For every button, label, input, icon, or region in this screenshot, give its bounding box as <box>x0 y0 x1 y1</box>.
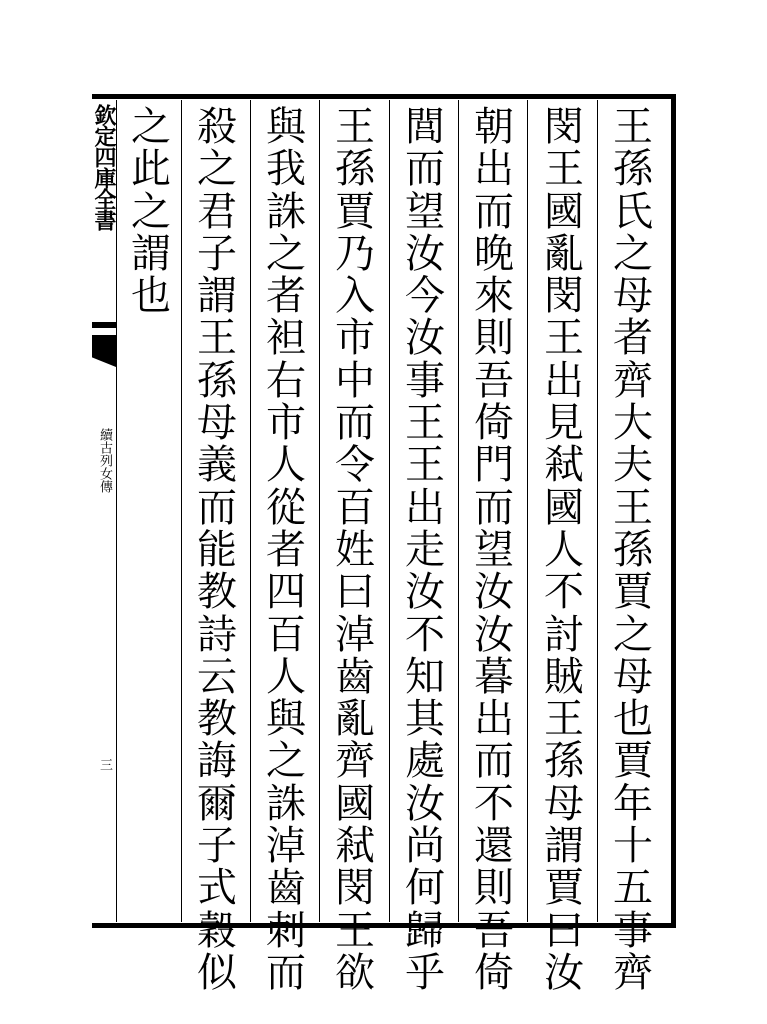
text-glyph: 君 <box>197 188 237 235</box>
text-glyph: 者 <box>613 315 653 362</box>
text-glyph: 孫 <box>613 526 653 573</box>
text-glyph: 與 <box>266 696 306 743</box>
text-glyph: 人 <box>544 526 584 573</box>
text-column-5 <box>326 104 384 996</box>
text-glyph: 者 <box>266 526 306 573</box>
text-glyph: 亂 <box>544 230 584 277</box>
text-glyph: 能 <box>197 526 237 573</box>
text-glyph: 氏 <box>613 188 653 235</box>
text-glyph: 乎 <box>405 949 445 996</box>
text-glyph: 之 <box>131 104 171 150</box>
text-glyph: 之 <box>131 188 171 235</box>
text-glyph: 此 <box>131 146 171 193</box>
column-rule <box>597 100 598 922</box>
text-glyph: 王 <box>544 146 584 193</box>
text-column-2 <box>535 104 593 996</box>
text-glyph: 之 <box>266 230 306 277</box>
text-glyph: 殺 <box>197 104 237 150</box>
text-glyph: 之 <box>613 611 653 658</box>
text-glyph: 王 <box>613 104 653 150</box>
text-glyph: 中 <box>335 357 375 404</box>
text-glyph: 而 <box>197 484 237 531</box>
text-glyph: 出 <box>405 484 445 531</box>
text-column-4 <box>396 104 454 996</box>
text-glyph: 來 <box>474 273 514 320</box>
text-glyph: 亂 <box>335 696 375 743</box>
text-glyph: 母 <box>613 653 653 700</box>
text-glyph: 誨 <box>197 738 237 785</box>
text-glyph: 吾 <box>474 357 514 404</box>
text-glyph: 何 <box>405 865 445 912</box>
text-glyph: 而 <box>335 400 375 447</box>
text-glyph: 齒 <box>335 653 375 700</box>
text-glyph: 還 <box>474 823 514 870</box>
text-glyph: 汝 <box>474 611 514 658</box>
text-glyph: 則 <box>474 865 514 912</box>
text-glyph: 汝 <box>405 315 445 362</box>
text-glyph: 齊 <box>335 738 375 785</box>
text-glyph: 歸 <box>405 907 445 954</box>
text-glyph: 而 <box>405 146 445 193</box>
text-glyph: 袒 <box>266 315 306 362</box>
text-glyph: 朝 <box>474 104 514 150</box>
text-glyph: 賈 <box>544 865 584 912</box>
text-glyph: 汝 <box>405 230 445 277</box>
text-glyph: 倚 <box>474 400 514 447</box>
text-glyph: 與 <box>266 104 306 150</box>
text-glyph: 見 <box>544 400 584 447</box>
text-glyph: 教 <box>197 569 237 616</box>
text-glyph: 百 <box>266 611 306 658</box>
text-glyph: 爾 <box>197 780 237 827</box>
column-rule <box>527 100 528 922</box>
text-glyph: 母 <box>197 400 237 447</box>
text-glyph: 誅 <box>266 780 306 827</box>
text-glyph: 望 <box>405 188 445 235</box>
text-glyph: 謂 <box>131 230 171 277</box>
column-rule <box>250 100 251 922</box>
text-glyph: 王 <box>197 315 237 362</box>
margin-divider <box>92 322 116 328</box>
column-rule <box>319 100 320 922</box>
text-glyph: 大 <box>613 400 653 447</box>
text-glyph: 弒 <box>335 823 375 870</box>
text-glyph: 曰 <box>335 569 375 616</box>
text-glyph: 門 <box>474 442 514 489</box>
text-glyph: 今 <box>405 273 445 320</box>
text-column-7 <box>188 104 246 996</box>
text-glyph: 王 <box>544 315 584 362</box>
margin-book-title: 續古列女傳 <box>97 428 112 493</box>
text-glyph: 之 <box>613 230 653 277</box>
text-glyph: 之 <box>197 146 237 193</box>
text-glyph: 母 <box>544 780 584 827</box>
text-glyph: 人 <box>266 653 306 700</box>
text-glyph: 閔 <box>335 865 375 912</box>
text-glyph: 市 <box>266 400 306 447</box>
text-glyph: 右 <box>266 357 306 404</box>
text-glyph: 齊 <box>613 357 653 404</box>
text-glyph: 國 <box>335 780 375 827</box>
text-glyph: 不 <box>544 569 584 616</box>
text-glyph: 齒 <box>266 865 306 912</box>
text-glyph: 孫 <box>544 738 584 785</box>
text-glyph: 王 <box>335 907 375 954</box>
text-glyph: 而 <box>474 484 514 531</box>
text-glyph: 倚 <box>474 949 514 996</box>
text-glyph: 人 <box>266 442 306 489</box>
text-glyph: 汝 <box>474 569 514 616</box>
text-glyph: 晚 <box>474 230 514 277</box>
text-glyph: 閔 <box>544 273 584 320</box>
text-glyph: 吾 <box>474 907 514 954</box>
text-glyph: 百 <box>335 484 375 531</box>
text-glyph: 入 <box>335 273 375 320</box>
text-glyph: 我 <box>266 146 306 193</box>
text-glyph: 子 <box>197 823 237 870</box>
text-glyph: 云 <box>197 653 237 700</box>
text-glyph: 謂 <box>197 273 237 320</box>
text-glyph: 出 <box>474 696 514 743</box>
text-glyph: 事 <box>405 357 445 404</box>
text-glyph: 齊 <box>613 949 653 996</box>
text-glyph: 教 <box>197 696 237 743</box>
text-column-6 <box>257 104 315 996</box>
text-glyph: 刺 <box>266 907 306 954</box>
text-column-8 <box>122 106 180 918</box>
text-glyph: 賈 <box>613 738 653 785</box>
text-glyph: 母 <box>613 273 653 320</box>
text-glyph: 汝 <box>405 569 445 616</box>
text-glyph: 賈 <box>335 188 375 235</box>
text-glyph: 四 <box>266 569 306 616</box>
text-glyph: 賊 <box>544 653 584 700</box>
text-column-3 <box>465 104 523 996</box>
text-glyph: 曰 <box>544 907 584 954</box>
text-glyph: 國 <box>544 188 584 235</box>
text-glyph: 知 <box>405 653 445 700</box>
text-glyph: 似 <box>197 949 237 996</box>
text-glyph: 出 <box>544 357 584 404</box>
text-glyph: 令 <box>335 442 375 489</box>
text-glyph: 汝 <box>544 949 584 996</box>
text-glyph: 走 <box>405 526 445 573</box>
text-glyph: 不 <box>474 780 514 827</box>
text-glyph: 王 <box>405 400 445 447</box>
text-glyph: 王 <box>544 696 584 743</box>
text-glyph: 十 <box>613 823 653 870</box>
text-glyph: 夫 <box>613 442 653 489</box>
text-glyph: 義 <box>197 442 237 489</box>
text-glyph: 國 <box>544 484 584 531</box>
text-glyph: 式 <box>197 865 237 912</box>
text-glyph: 而 <box>474 738 514 785</box>
text-glyph: 汝 <box>405 780 445 827</box>
text-glyph: 出 <box>474 146 514 193</box>
text-glyph: 處 <box>405 738 445 785</box>
column-rule <box>458 100 459 922</box>
text-glyph: 不 <box>405 611 445 658</box>
text-glyph: 弒 <box>544 442 584 489</box>
text-glyph: 淖 <box>335 611 375 658</box>
column-rule <box>181 100 182 922</box>
text-glyph: 穀 <box>197 907 237 954</box>
text-glyph: 年 <box>613 780 653 827</box>
text-glyph: 而 <box>266 949 306 996</box>
text-glyph: 孫 <box>613 146 653 193</box>
text-glyph: 也 <box>131 273 171 320</box>
text-glyph: 事 <box>613 907 653 954</box>
text-column-1 <box>604 104 662 996</box>
text-glyph: 其 <box>405 696 445 743</box>
text-glyph: 孫 <box>335 146 375 193</box>
text-glyph: 則 <box>474 315 514 362</box>
text-glyph: 閔 <box>544 104 584 150</box>
text-glyph: 淖 <box>266 823 306 870</box>
text-glyph: 王 <box>405 442 445 489</box>
text-glyph: 乃 <box>335 230 375 277</box>
text-glyph: 望 <box>474 526 514 573</box>
text-glyph: 子 <box>197 230 237 277</box>
text-glyph: 市 <box>335 315 375 362</box>
margin-title: 欽定四庫全書 <box>91 104 117 230</box>
text-glyph: 閭 <box>405 104 445 150</box>
text-glyph: 誅 <box>266 188 306 235</box>
text-glyph: 姓 <box>335 526 375 573</box>
text-glyph: 而 <box>474 188 514 235</box>
text-glyph: 尚 <box>405 823 445 870</box>
text-glyph: 王 <box>613 484 653 531</box>
column-rule <box>389 100 390 922</box>
text-glyph: 詩 <box>197 611 237 658</box>
text-glyph: 謂 <box>544 823 584 870</box>
text-glyph: 之 <box>266 738 306 785</box>
text-glyph: 王 <box>335 104 375 150</box>
text-glyph: 欲 <box>335 949 375 996</box>
text-glyph: 暮 <box>474 653 514 700</box>
text-glyph: 也 <box>613 696 653 743</box>
text-glyph: 從 <box>266 484 306 531</box>
text-glyph: 賈 <box>613 569 653 616</box>
text-glyph: 孫 <box>197 357 237 404</box>
text-glyph: 者 <box>266 273 306 320</box>
margin-page-number: 三 <box>97 758 112 771</box>
text-glyph: 五 <box>613 865 653 912</box>
text-glyph: 討 <box>544 611 584 658</box>
